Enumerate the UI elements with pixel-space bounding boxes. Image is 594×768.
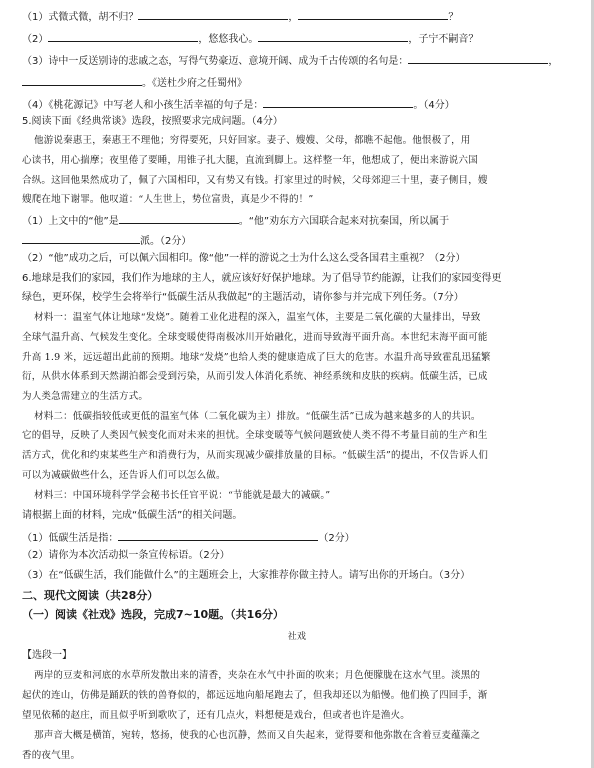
q4-end: 。（4分）: [413, 100, 455, 111]
q3-sep: ，: [548, 56, 559, 67]
q5-s1-line-1: [22, 212, 449, 229]
q5-s2: （2）“他”成功之后，可以佩六国相印。像“他”一样的游说之士为什么这么受各国君主重视？（2分）: [22, 253, 466, 264]
q6-material-line: 活方式，优化和约束某些生产和消费行为，从而实现减少碳排放量的目标。“低碳生活”的提出，不仅告诉人们: [22, 450, 489, 461]
passage-line: 香的夜气里。: [22, 750, 81, 761]
q6-s1-blank[interactable]: [118, 529, 318, 541]
q4-blank-1[interactable]: [263, 96, 413, 108]
q3-line-2: [22, 74, 247, 91]
q6-material-line: 它的倡导，反映了人类因气候变化而对未来的担忧。全球变暖等气候问题致使人类不得不考量目前的生产和生: [22, 430, 488, 441]
part2-heading: 二、现代文阅读（共28分）: [22, 589, 159, 602]
q1-sep: ，: [288, 12, 299, 23]
q1-line: [22, 8, 458, 25]
q6-material-line: 全球气温升高、气候发生变化。全球变暖使得南极冰川开始融化，进而导致海平面升高。本世纪末海平面可能: [22, 332, 488, 343]
q6-material-line: 材料三：中国环境科学学会秘书长任官平说：“节能就是最大的减碳。”: [34, 490, 331, 501]
q5-s1-line-2: [22, 232, 191, 249]
q5-s1-prompt: （1）上文中的“他”是: [22, 216, 119, 227]
passage-line: 望见依稀的赵庄，而且似乎听到歌吹了，还有几点火，料想便是戏台，但或者也许是渔火。: [22, 710, 411, 721]
q6-material-line: 衍，从供水体系到天然湖泊都会受到污染，从而引发人体消化系统、神经系统和皮肤的疾病。低碳生活，已成: [22, 371, 488, 382]
q6-intro-line: 绿色，更环保，校学生会将举行“低碳生活从我做起”的主题活动，请你参与并完成下列任务。（7分）: [22, 292, 464, 303]
q1-prompt: （1）式微式微，胡不归？: [22, 12, 139, 23]
q3-prompt: （3）诗中一反送别诗的悲戚之态，写得气势豪迈、意境开阔、成为千古传颂的名句是：: [22, 56, 409, 67]
q6-s3: （3）在“低碳生活，我们能做什么”的主题班会上，大家推荐你做主持人。请写出你的开场白。（3分）: [22, 570, 471, 581]
part2-subheading: （一）阅读《社戏》选段，完成7~10题。（共16分）: [22, 608, 284, 621]
q2-blank-2[interactable]: [258, 30, 408, 42]
passage-line: 起伏的连山，仿佛是踊跃的铁的兽脊似的，都远远地向船尾跑去了，但我却还以为船慢。他们换了四回手，渐: [22, 690, 488, 701]
q3-source: 。《送杜少府之任蜀州》: [142, 78, 247, 89]
q6-ask: 请根据上面的材料，完成“低碳生活”的相关问题。: [22, 510, 243, 521]
q5-title: 5.阅读下面《经典常谈》选段，按照要求完成问题。（4分）: [22, 116, 283, 127]
q6-intro-line: 6.地球是我们的家园，我们作为地球的主人，就应该好好保护地球。为了倡导节约能源，让我们的家园变得更: [22, 273, 502, 284]
q3-blank-1[interactable]: [408, 52, 548, 64]
q5-passage-line: 他游说秦惠王，秦惠王不理他；穷得要死，只好回家。妻子、嫂嫂、父母，都瞧不起他。他恨极了，用: [34, 135, 471, 146]
q5-passage-line: 心读书，用心揣摩；夜里倦了要睡，用锥子扎大腿，直流到脚上。这样整一年，他想成了，便出来游说六国: [22, 155, 478, 166]
q2-blank-1[interactable]: [48, 30, 198, 42]
q5-s1-end: 派。（2分）: [140, 236, 192, 247]
q6-material-line: 升高 1.9 米，远远超出此前的预期。地球“发烧”也给人类的健康造成了巨大的危害。水温升高导致霍乱迅猛繁: [22, 352, 491, 363]
q6-s1-line: [22, 529, 355, 546]
q2-line: [22, 30, 478, 47]
q5-s1-blank-1[interactable]: [119, 212, 239, 224]
passage-line: 两岸的豆麦和河底的水草所发散出来的清香，夹杂在水气中扑面的吹来；月色便朦胧在这水气里。淡黑的: [34, 670, 481, 681]
q4-prompt: （4）《桃花源记》中写老人和小孩生活幸福的句子是：: [22, 100, 264, 111]
passage-line: 那声音大概是横笛，宛转，悠扬，使我的心也沉静，然而又自失起来，觉得要和他弥散在含着豆麦蕴藻之: [34, 730, 481, 741]
q6-s1-end: （2分）: [318, 533, 355, 544]
q6-material-line: 材料一：温室气体让地球“发烧”。随着工业化进程的深入，温室气体，主要是二氧化碳的大量排出，导致: [34, 312, 481, 323]
q5-s1-mid: 。“他”劝东方六国联合起来对抗秦国，所以属于: [238, 216, 450, 227]
passage-title: 社戏: [287, 632, 307, 642]
q6-s1-prompt: （1）低碳生活是指：: [22, 533, 119, 544]
q2-mid: ，悠悠我心。: [198, 34, 259, 45]
q1-blank-2[interactable]: [298, 8, 448, 20]
q2-prompt: （2）: [22, 34, 49, 45]
q2-end: ，子宁不嗣音？: [408, 34, 479, 45]
q6-material-line: 可以为减碳做些什么，还告诉人们可以怎么做。: [22, 470, 226, 481]
q3-blank-2[interactable]: [22, 74, 142, 86]
q6-s2: （2）请你为本次活动拟一条宣传标语。（2分）: [22, 550, 230, 561]
q5-passage-line: 合纵。这回他果然成功了，佩了六国相印，又有势又有钱。打家里过的时候，父母郊迎三十里，妻子侧目，嫂: [22, 175, 488, 186]
q1-end: ？: [448, 12, 459, 23]
q5-s1-blank-2[interactable]: [22, 232, 140, 244]
excerpt-tag: 【选段一】: [22, 650, 72, 661]
q1-blank-1[interactable]: [138, 8, 288, 20]
q4-line: [22, 96, 455, 113]
q3-line-1: [22, 52, 558, 69]
q5-passage-line: 嫂爬在地下谢罪。他叹道：“人生世上，势位富贵，真是少不得的！”: [22, 194, 314, 205]
q6-material-line: 为人类急需建立的生活方式。: [22, 391, 149, 402]
q6-material-line: 材料二：低碳指较低或更低的温室气体（二氧化碳为主）排放。“低碳生活”已成为越来越多的人的共识。: [34, 411, 481, 422]
